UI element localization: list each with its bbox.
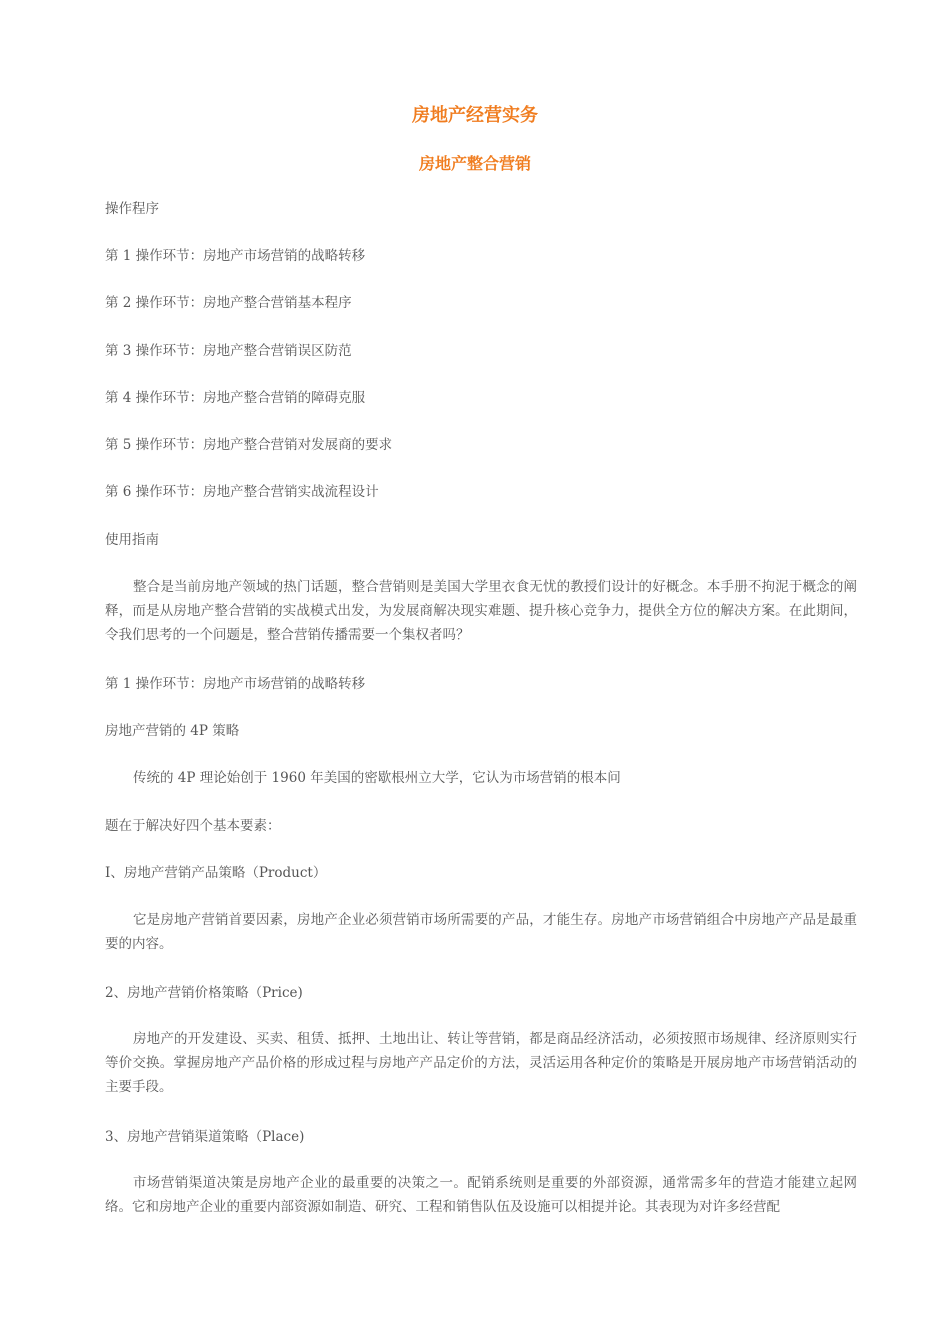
step-item: 第 2 操作环节：房地产整合营销基本程序	[105, 295, 352, 311]
document-title: 房地产经营实务	[412, 105, 538, 126]
document-subtitle: 房地产整合营销	[418, 154, 531, 173]
p4-paragraph-line2: 题在于解决好四个基本要素：	[105, 818, 281, 834]
guide-paragraph: 整合是当前房地产领域的热门话题，整合营销则是美国大学里衣食无忧的教授们设计的好概念。本手册不拘泥于概念的阐释，而是从房地产整合营销的实战模式出发，为发展商解决现实难题、提升核心竞争力，提供全方位的解决方案。在此期间，令我们思考的一个问题是，整合营销传播需要一个集权者吗？	[105, 579, 857, 643]
place-paragraph: 市场营销渠道决策是房地产企业的最重要的决策之一。配销系统则是重要的外部资源，通常需多年的营造才能建立起网络。它和房地产企业的重要内部资源如制造、研究、工程和销售队伍及设施可以相提并论。其表现为对许多经营配	[105, 1175, 857, 1215]
place-heading: 3、房地产营销渠道策略（Place)	[105, 1129, 305, 1145]
p4-paragraph-line1: 传统的 4P 理论始创于 1960 年美国的密歇根州立大学，它认为市场营销的根本问	[133, 770, 621, 786]
price-heading: 2、房地产营销价格策略（Price)	[105, 985, 303, 1001]
section1-heading: 第 1 操作环节：房地产市场营销的战略转移	[105, 676, 366, 692]
product-heading: I、房地产营销产品策略（Product）	[105, 865, 327, 881]
step-item: 第 1 操作环节：房地产市场营销的战略转移	[105, 248, 366, 264]
step-item: 第 5 操作环节：房地产整合营销对发展商的要求	[105, 437, 393, 453]
procedure-heading: 操作程序	[105, 201, 159, 217]
product-paragraph: 它是房地产营销首要因素，房地产企业必须营销市场所需要的产品，才能生存。房地产市场营销组合中房地产产品是最重要的内容。	[105, 912, 857, 952]
price-paragraph: 房地产的开发建设、买卖、租赁、抵押、土地出让、转让等营销，都是商品经济活动，必须按照市场规律、经济原则实行等价交换。掌握房地产产品价格的形成过程与房地产产品定价的方法，灵活运用各种定价的策略是开展房地产市场营销活动的主要手段。	[105, 1031, 857, 1095]
step-item: 第 4 操作环节：房地产整合营销的障碍克服	[105, 390, 366, 406]
step-item: 第 3 操作环节：房地产整合营销误区防范	[105, 343, 352, 359]
strategy-heading: 房地产营销的 4P 策略	[105, 723, 240, 739]
guide-heading: 使用指南	[105, 532, 159, 548]
step-item: 第 6 操作环节：房地产整合营销实战流程设计	[105, 484, 379, 500]
